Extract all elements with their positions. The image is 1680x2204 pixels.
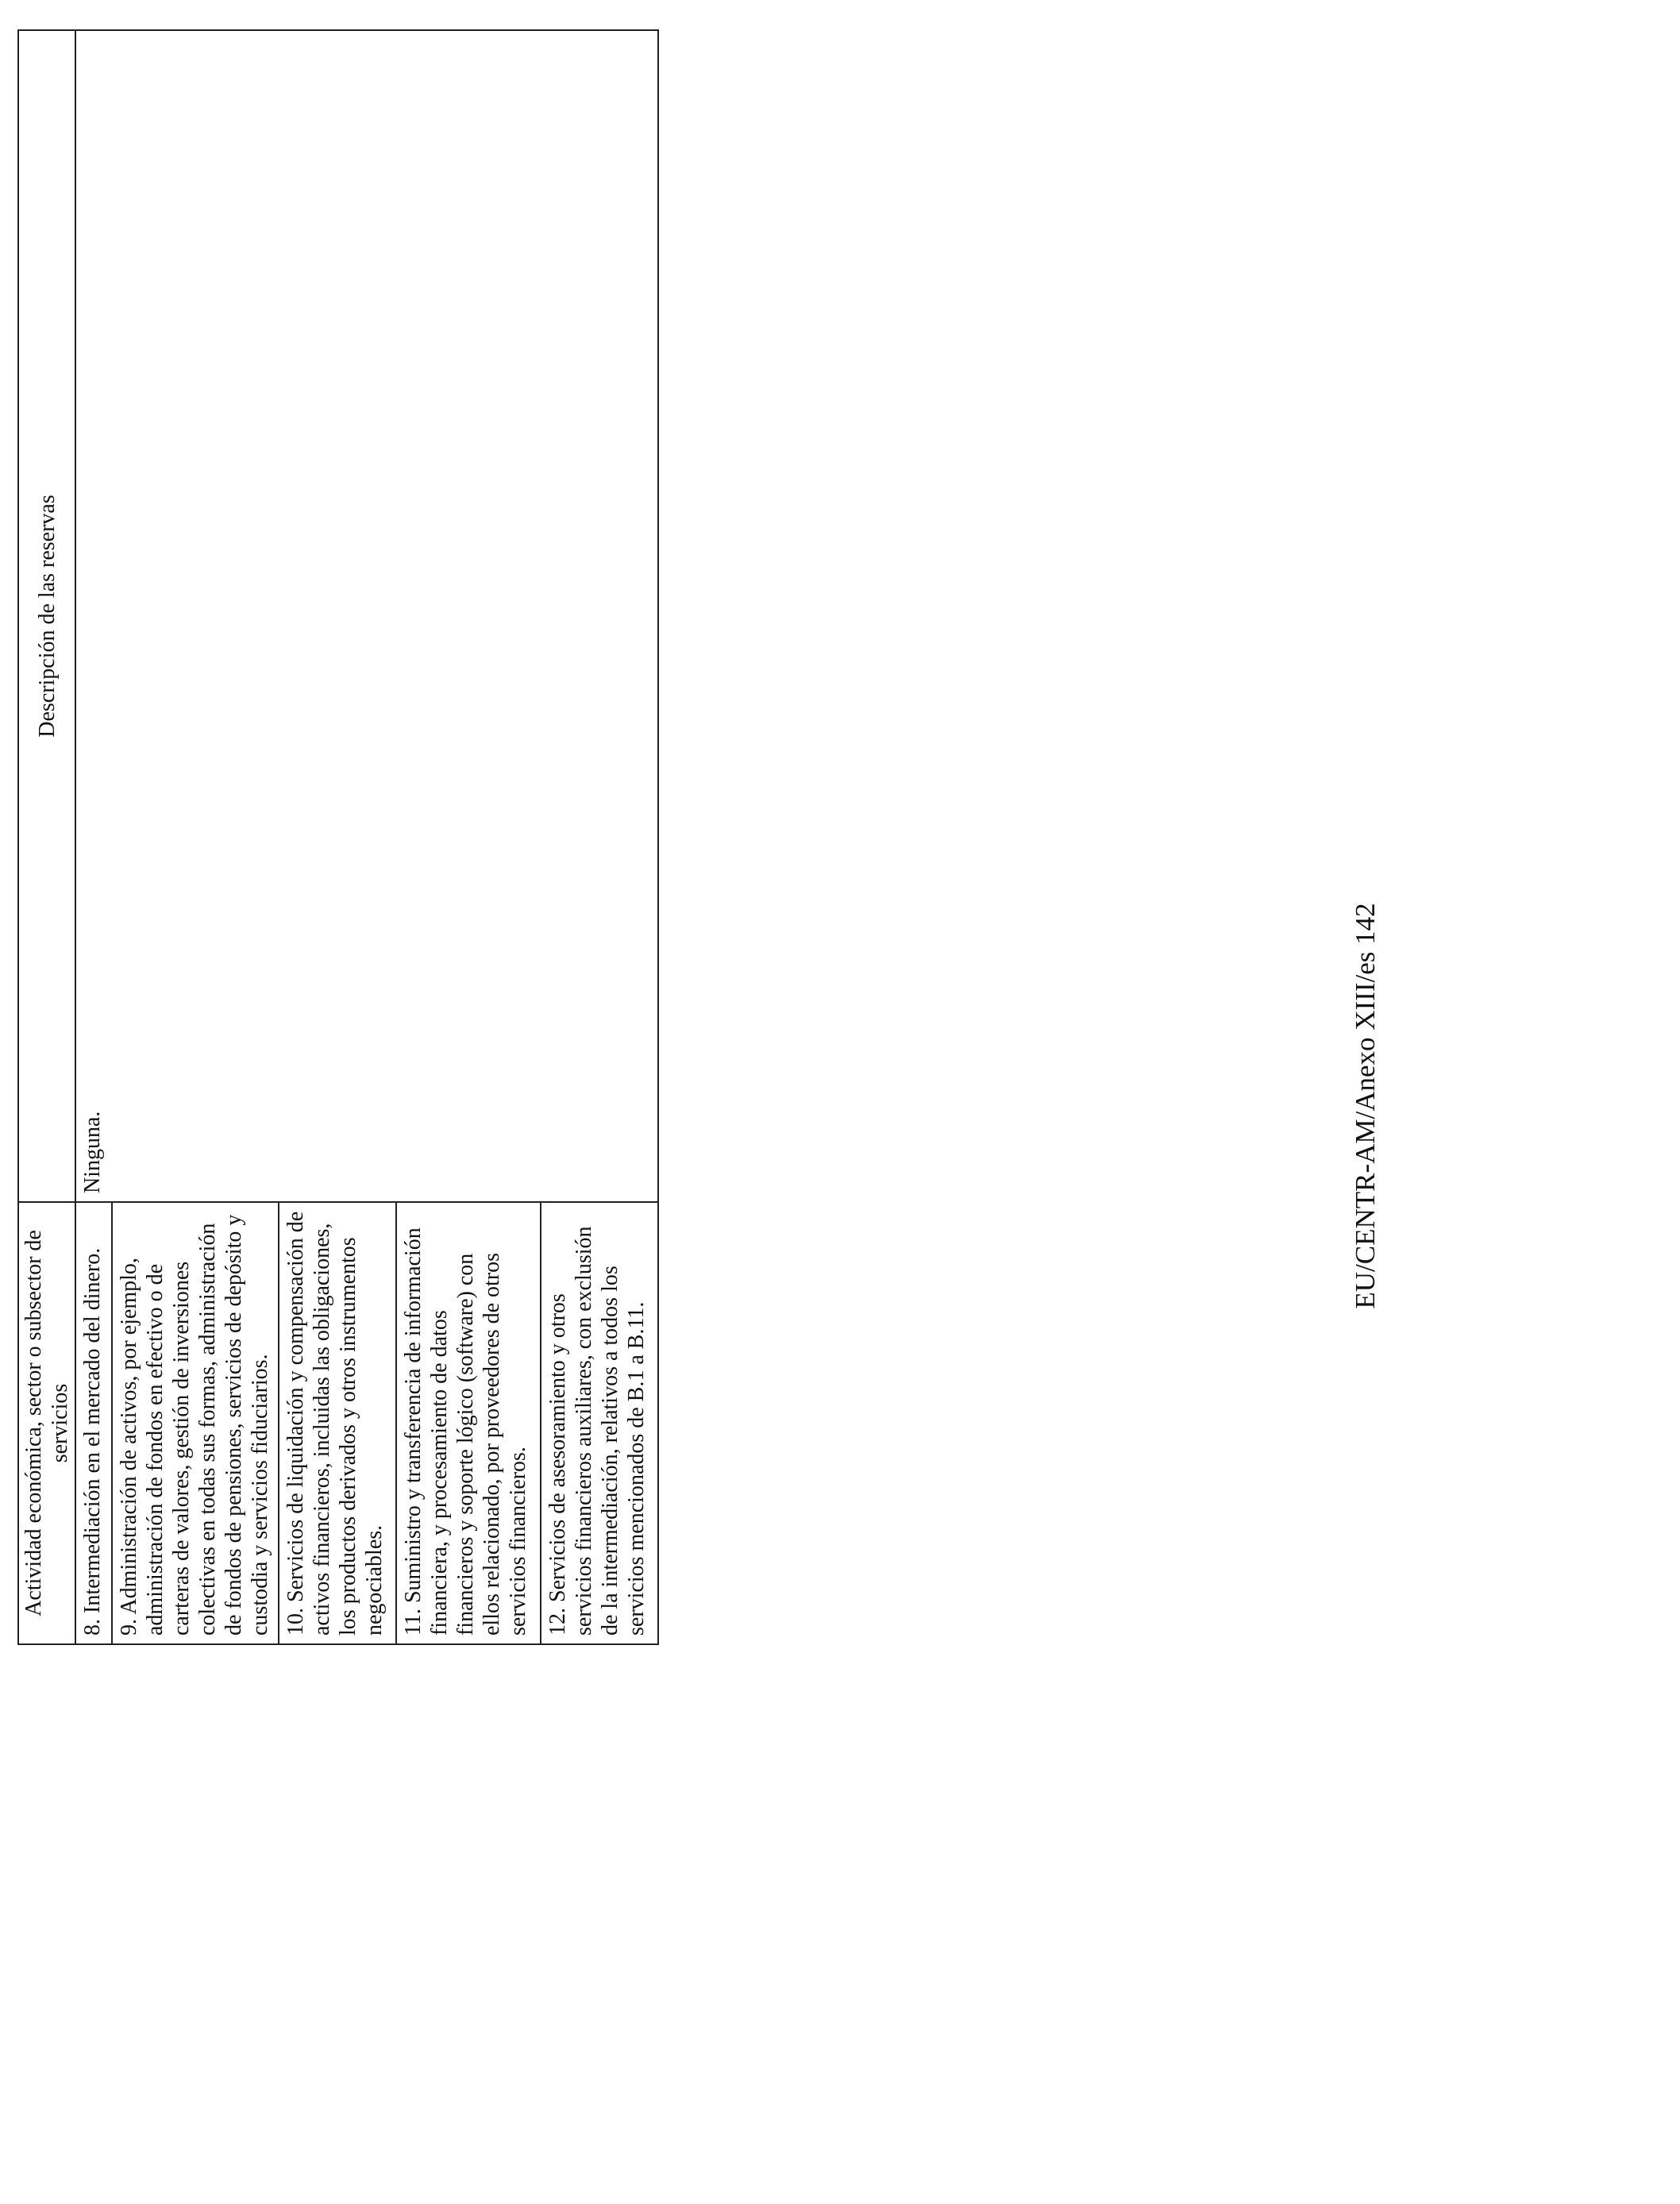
reservations-table (17, 29, 659, 1645)
table-row (75, 30, 112, 1644)
sector-cell-12: 12. Servicios de asesoramiento y otros servicios financieros auxiliares, con exclusión de la intermediación, relativos a todos los servicios mencionados de B.1 a B.11. (541, 1202, 658, 1644)
sector-cell-9: 9. Administración de activos, por ejemplo, administración de fondos en efectivo o de carteras de valores, gestión de inversiones colectivas en todas sus formas, administración de fondos de pensiones, servicios de depósito y custodia y servicios fiduciarios. (112, 1202, 279, 1644)
document-reference-footer: EU/CENTR-AM/Anexo XIII/es 142 (1350, 903, 1381, 1309)
header-sector: Actividad económica, sector o subsector de servicios (18, 1202, 75, 1644)
sector-cell-8: 8. Intermediación en el mercado del dinero. (75, 1202, 112, 1644)
description-cell-merged: Ninguna. (75, 30, 658, 1202)
rotated-page-content (17, 31, 669, 1645)
table-header-row (18, 30, 75, 1644)
sector-cell-11: 11. Suministro y transferencia de información financiera, y procesamiento de datos financieros y soporte lógico (software) con ellos relacionado, por proveedores de otros servicios financieros. (396, 1202, 541, 1644)
header-description: Descripción de las reservas (18, 30, 75, 1202)
sector-cell-10: 10. Servicios de liquidación y compensación de activos financieros, incluidas las obligaciones, los productos derivados y otros instrumentos negociables. (279, 1202, 396, 1644)
